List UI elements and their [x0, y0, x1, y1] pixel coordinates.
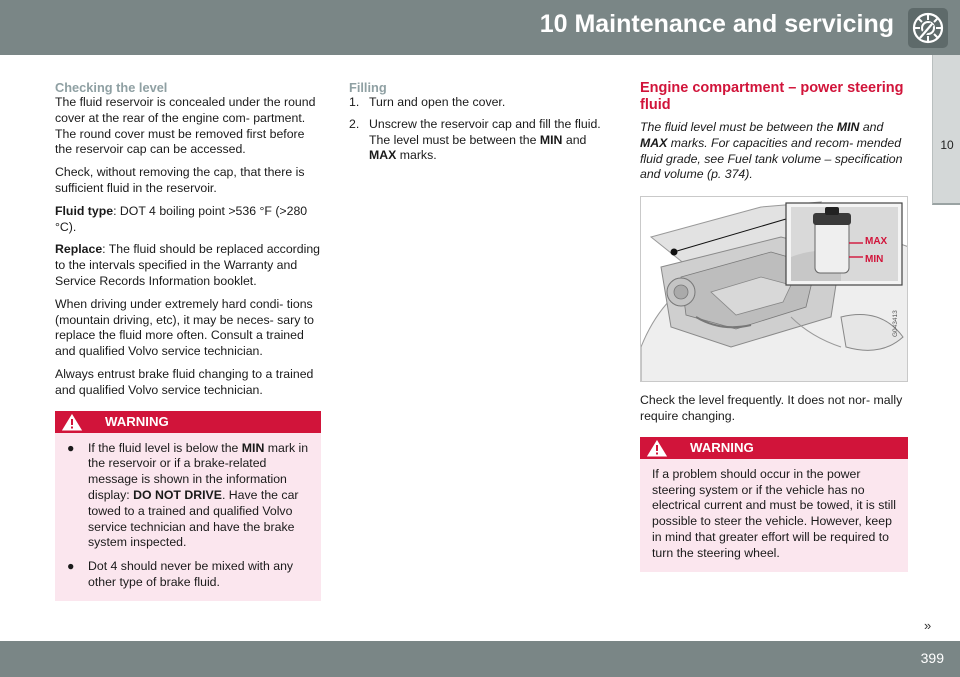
fluid-type-label: Fluid type [55, 203, 114, 218]
paragraph-reservoir-location: The fluid reservoir is concealed under the round cover at the rear of the engine com- partment. The round cover must be removed first before the reservoir cap can be accessed. [55, 95, 316, 157]
section-heading-filling: Filling [349, 80, 387, 95]
warning-item-text: mark in the reservoir or if a brake-related message is shown in the information display: [88, 440, 309, 502]
warning-body [55, 433, 321, 601]
warning-body [640, 459, 908, 572]
paragraph-check-frequently: Check the level frequently. It does not nor- mally require changing. [640, 393, 903, 423]
warning-item-text: If the fluid level is below the [88, 440, 242, 455]
intro-text: marks. For capacities and recom- mended fluid grade, see Fuel tank volume – specification and volume (p. 374). [640, 135, 903, 182]
intro-text: The fluid level must be between the [640, 120, 837, 134]
list-item [67, 559, 309, 591]
page-footer [0, 641, 960, 677]
engine-compartment-illustration [640, 196, 908, 382]
warning-item-text: Dot 4 should never be mixed with any other type of brake fluid. [88, 559, 294, 589]
warning-item-text: . Have the car towed to a trained and qualified Volvo service technician and have the brake system inspected. [88, 487, 299, 550]
continue-arrow-icon: » [924, 618, 932, 633]
paragraph-fluid-type [55, 204, 321, 236]
warning-list [67, 441, 309, 591]
wrench-gear-icon [908, 8, 948, 48]
step-text: Unscrew the reservoir cap and fill the fluid. The level must be between the [369, 116, 601, 147]
min-mark-text: MIN [539, 132, 563, 147]
warning-text: If a problem should occur in the power steering system or if the vehicle has no electrical current and must be towed, it is still possible to steer the vehicle. However, keep in mind that greater effort will be required to turn the steering wheel. [652, 466, 896, 560]
list-item [349, 117, 611, 164]
section-heading-checking-level: Checking the level [55, 80, 168, 95]
warning-title: WARNING [690, 439, 754, 455]
warning-box-brake-fluid [55, 411, 321, 601]
max-mark-text: MAX [369, 148, 397, 163]
warning-title: WARNING [105, 413, 169, 429]
list-item [67, 441, 309, 552]
warning-header [55, 411, 321, 433]
chapter-title: 10 Maintenance and servicing [539, 10, 894, 38]
warning-header [640, 437, 908, 459]
replace-text: : The fluid should be replaced according to the intervals specified in the Warranty and Service Records Information booklet. [55, 242, 321, 288]
step-number: 1. [349, 95, 360, 109]
paragraph-power-steering-intro [640, 120, 908, 183]
chapter-number: 10 [940, 138, 954, 152]
section-heading-power-steering: Engine compartment – power steering fluid [640, 80, 904, 113]
chapter-side-tab [932, 55, 960, 205]
page-header [0, 0, 960, 55]
list-item [349, 95, 611, 111]
column-power-steering [640, 80, 908, 572]
paragraph-entrust-technician: Always entrust brake fluid changing to a trained and qualified Volvo service technician. [55, 366, 314, 397]
column-filling [349, 80, 611, 170]
replace-label: Replace [55, 242, 103, 257]
max-mark-text: MAX [640, 135, 668, 150]
paragraph-replace [55, 242, 321, 289]
figure-label-max: MAX [865, 236, 888, 248]
bullet-icon: ● [67, 559, 75, 574]
column-checking-level [55, 80, 321, 601]
figure-code: G043413 [892, 310, 899, 338]
figure-label-min: MIN [865, 254, 884, 266]
page-number: 399 [920, 650, 944, 666]
warning-triangle-icon [645, 438, 669, 458]
bullet-icon: ● [67, 440, 75, 455]
fluid-type-text: : DOT 4 boiling point >536 °F (>280 °C). [55, 203, 308, 234]
min-mark-text: MIN [241, 440, 265, 455]
step-text: marks. [396, 148, 437, 163]
paragraph-hard-conditions: When driving under extremely hard condi- tions (mountain driving, etc), it may be neces- sary to replace the fluid more often. Consult a trained and qualified Volvo service technician. [55, 296, 315, 359]
warning-box-power-steering [640, 437, 908, 572]
step-text: Turn and open the cover. [369, 95, 506, 109]
do-not-drive-text: DO NOT DRIVE [133, 487, 222, 502]
warning-triangle-icon [60, 412, 84, 432]
filling-steps [349, 95, 611, 164]
step-number: 2. [349, 116, 360, 131]
intro-text: and [859, 120, 884, 134]
step-text: and [562, 132, 587, 147]
paragraph-check-level: Check, without removing the cap, that there is sufficient fluid in the reservoir. [55, 165, 305, 195]
min-mark-text: MIN [836, 120, 860, 134]
